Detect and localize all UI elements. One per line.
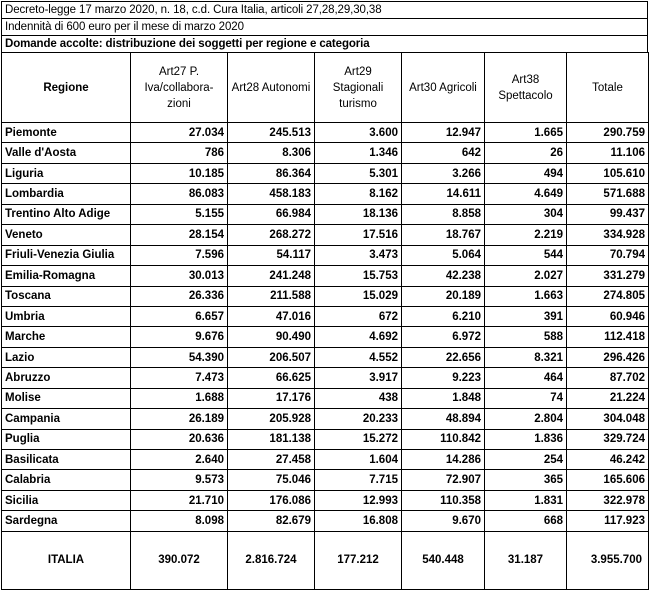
value-cell: 9.670: [402, 511, 485, 531]
value-cell: 12.993: [315, 490, 402, 510]
total-row: [2, 531, 649, 589]
value-cell: 1.663: [485, 286, 567, 306]
value-cell: 2.804: [485, 409, 567, 429]
value-cell: 642: [402, 143, 485, 163]
column-header-row: [2, 53, 649, 123]
value-cell: 54.390: [131, 347, 228, 367]
value-cell: 5.301: [315, 163, 402, 183]
value-cell: 4.692: [315, 327, 402, 347]
value-cell: 1.665: [485, 123, 567, 143]
value-cell: 1.836: [485, 429, 567, 449]
region-name-cell: Lazio: [2, 347, 131, 367]
region-name-cell: Abruzzo: [2, 368, 131, 388]
value-cell: 74: [485, 388, 567, 408]
value-cell: 60.946: [567, 306, 649, 326]
value-cell: 786: [131, 143, 228, 163]
region-name-cell: Valle d'Aosta: [2, 143, 131, 163]
table-row: [2, 409, 649, 429]
value-cell: 334.928: [567, 225, 649, 245]
table-row: [2, 327, 649, 347]
table-row: [2, 225, 649, 245]
value-cell: 3.266: [402, 163, 485, 183]
value-cell: 5.155: [131, 204, 228, 224]
table-row: [2, 286, 649, 306]
value-cell: 21.224: [567, 388, 649, 408]
header-description: Domande accolte: distribuzione dei soggetti per regione e categoria: [1, 35, 648, 52]
value-cell: 17.516: [315, 225, 402, 245]
table-row: [2, 143, 649, 163]
value-cell: 8.858: [402, 204, 485, 224]
value-cell: 26.189: [131, 409, 228, 429]
value-cell: 117.923: [567, 511, 649, 531]
value-cell: 9.573: [131, 470, 228, 490]
value-cell: 7.715: [315, 470, 402, 490]
region-name-cell: Marche: [2, 327, 131, 347]
region-name-cell: Liguria: [2, 163, 131, 183]
value-cell: 290.759: [567, 123, 649, 143]
value-cell: 14.286: [402, 450, 485, 470]
table-row: [2, 450, 649, 470]
table-row: [2, 123, 649, 143]
table-body: [2, 123, 649, 532]
value-cell: 331.279: [567, 266, 649, 286]
value-cell: 26.336: [131, 286, 228, 306]
value-cell: 7.473: [131, 368, 228, 388]
value-cell: 48.894: [402, 409, 485, 429]
value-cell: 3.473: [315, 245, 402, 265]
value-cell: 1.848: [402, 388, 485, 408]
region-name-cell: Puglia: [2, 429, 131, 449]
region-name-cell: Toscana: [2, 286, 131, 306]
region-name-cell: Veneto: [2, 225, 131, 245]
value-cell: 1.604: [315, 450, 402, 470]
value-cell: 1.831: [485, 490, 567, 510]
value-cell: 181.138: [228, 429, 315, 449]
region-name-cell: Umbria: [2, 306, 131, 326]
value-cell: 21.710: [131, 490, 228, 510]
value-cell: 46.242: [567, 450, 649, 470]
header-indemnity: Indennità di 600 euro per il mese di marzo 2020: [1, 18, 648, 35]
value-cell: 17.176: [228, 388, 315, 408]
value-cell: 75.046: [228, 470, 315, 490]
value-cell: 254: [485, 450, 567, 470]
value-cell: 15.272: [315, 429, 402, 449]
value-cell: 82.679: [228, 511, 315, 531]
value-cell: 438: [315, 388, 402, 408]
value-cell: 1.346: [315, 143, 402, 163]
region-name-cell: Trentino Alto Adige: [2, 204, 131, 224]
value-cell: 14.611: [402, 184, 485, 204]
region-name-cell: Sardegna: [2, 511, 131, 531]
value-cell: 66.984: [228, 204, 315, 224]
region-name-cell: Friuli-Venezia Giulia: [2, 245, 131, 265]
spreadsheet: [1, 1, 648, 590]
table-row: [2, 306, 649, 326]
value-cell: 99.437: [567, 204, 649, 224]
total-cell: 2.816.724: [228, 531, 315, 589]
value-cell: 7.596: [131, 245, 228, 265]
col-header-art29: Art29 Stagionali turismo: [315, 53, 402, 123]
value-cell: 464: [485, 368, 567, 388]
region-name-cell: Basilicata: [2, 450, 131, 470]
value-cell: 20.233: [315, 409, 402, 429]
value-cell: 296.426: [567, 347, 649, 367]
value-cell: 72.907: [402, 470, 485, 490]
value-cell: 86.364: [228, 163, 315, 183]
table-row: [2, 490, 649, 510]
table-row: [2, 245, 649, 265]
table-row: [2, 388, 649, 408]
value-cell: 205.928: [228, 409, 315, 429]
value-cell: 494: [485, 163, 567, 183]
value-cell: 6.210: [402, 306, 485, 326]
value-cell: 110.358: [402, 490, 485, 510]
value-cell: 176.086: [228, 490, 315, 510]
value-cell: 672: [315, 306, 402, 326]
value-cell: 70.794: [567, 245, 649, 265]
value-cell: 8.098: [131, 511, 228, 531]
value-cell: 588: [485, 327, 567, 347]
table-row: [2, 470, 649, 490]
value-cell: 112.418: [567, 327, 649, 347]
value-cell: 304.048: [567, 409, 649, 429]
value-cell: 268.272: [228, 225, 315, 245]
value-cell: 20.636: [131, 429, 228, 449]
value-cell: 9.223: [402, 368, 485, 388]
total-label: ITALIA: [2, 531, 131, 589]
total-cell: 3.955.700: [567, 531, 649, 589]
value-cell: 458.183: [228, 184, 315, 204]
value-cell: 4.649: [485, 184, 567, 204]
value-cell: 2.027: [485, 266, 567, 286]
value-cell: 8.321: [485, 347, 567, 367]
value-cell: 2.219: [485, 225, 567, 245]
total-cell: 540.448: [402, 531, 485, 589]
total-cell: 31.187: [485, 531, 567, 589]
value-cell: 329.724: [567, 429, 649, 449]
value-cell: 27.034: [131, 123, 228, 143]
col-header-art30: Art30 Agricoli: [402, 53, 485, 123]
total-cell: 390.072: [131, 531, 228, 589]
value-cell: 365: [485, 470, 567, 490]
value-cell: 20.189: [402, 286, 485, 306]
value-cell: 22.656: [402, 347, 485, 367]
value-cell: 3.600: [315, 123, 402, 143]
value-cell: 27.458: [228, 450, 315, 470]
col-header-totale: Totale: [567, 53, 649, 123]
value-cell: 6.972: [402, 327, 485, 347]
value-cell: 4.552: [315, 347, 402, 367]
region-name-cell: Sicilia: [2, 490, 131, 510]
value-cell: 66.625: [228, 368, 315, 388]
value-cell: 206.507: [228, 347, 315, 367]
value-cell: 322.978: [567, 490, 649, 510]
header-decree: Decreto-legge 17 marzo 2020, n. 18, c.d. Cura Italia, articoli 27,28,29,30,38: [1, 1, 648, 18]
value-cell: 571.688: [567, 184, 649, 204]
col-header-art28: Art28 Autonomi: [228, 53, 315, 123]
value-cell: 18.136: [315, 204, 402, 224]
value-cell: 54.117: [228, 245, 315, 265]
value-cell: 42.238: [402, 266, 485, 286]
region-name-cell: Calabria: [2, 470, 131, 490]
table-row: [2, 266, 649, 286]
value-cell: 110.842: [402, 429, 485, 449]
value-cell: 3.917: [315, 368, 402, 388]
region-name-cell: Emilia-Romagna: [2, 266, 131, 286]
value-cell: 47.016: [228, 306, 315, 326]
col-header-regione: Regione: [2, 53, 131, 123]
value-cell: 211.588: [228, 286, 315, 306]
value-cell: 15.753: [315, 266, 402, 286]
value-cell: 274.805: [567, 286, 649, 306]
value-cell: 391: [485, 306, 567, 326]
col-header-art38: Art38 Spettacolo: [485, 53, 567, 123]
value-cell: 2.640: [131, 450, 228, 470]
table-row: [2, 511, 649, 531]
value-cell: 15.029: [315, 286, 402, 306]
value-cell: 165.606: [567, 470, 649, 490]
value-cell: 304: [485, 204, 567, 224]
value-cell: 1.688: [131, 388, 228, 408]
value-cell: 87.702: [567, 368, 649, 388]
value-cell: 241.248: [228, 266, 315, 286]
value-cell: 18.767: [402, 225, 485, 245]
table-row: [2, 429, 649, 449]
region-name-cell: Piemonte: [2, 123, 131, 143]
value-cell: 668: [485, 511, 567, 531]
table-row: [2, 347, 649, 367]
value-cell: 105.610: [567, 163, 649, 183]
region-name-cell: Molise: [2, 388, 131, 408]
value-cell: 26: [485, 143, 567, 163]
value-cell: 86.083: [131, 184, 228, 204]
table-row: [2, 184, 649, 204]
value-cell: 10.185: [131, 163, 228, 183]
value-cell: 9.676: [131, 327, 228, 347]
value-cell: 11.106: [567, 143, 649, 163]
value-cell: 30.013: [131, 266, 228, 286]
region-name-cell: Lombardia: [2, 184, 131, 204]
value-cell: 90.490: [228, 327, 315, 347]
data-table: [1, 52, 649, 590]
value-cell: 5.064: [402, 245, 485, 265]
value-cell: 6.657: [131, 306, 228, 326]
value-cell: 544: [485, 245, 567, 265]
value-cell: 245.513: [228, 123, 315, 143]
table-row: [2, 163, 649, 183]
value-cell: 12.947: [402, 123, 485, 143]
value-cell: 8.162: [315, 184, 402, 204]
table-row: [2, 204, 649, 224]
col-header-art27: Art27 P. Iva/collabora-zioni: [131, 53, 228, 123]
value-cell: 28.154: [131, 225, 228, 245]
region-name-cell: Campania: [2, 409, 131, 429]
value-cell: 8.306: [228, 143, 315, 163]
total-cell: 177.212: [315, 531, 402, 589]
table-row: [2, 368, 649, 388]
value-cell: 16.808: [315, 511, 402, 531]
